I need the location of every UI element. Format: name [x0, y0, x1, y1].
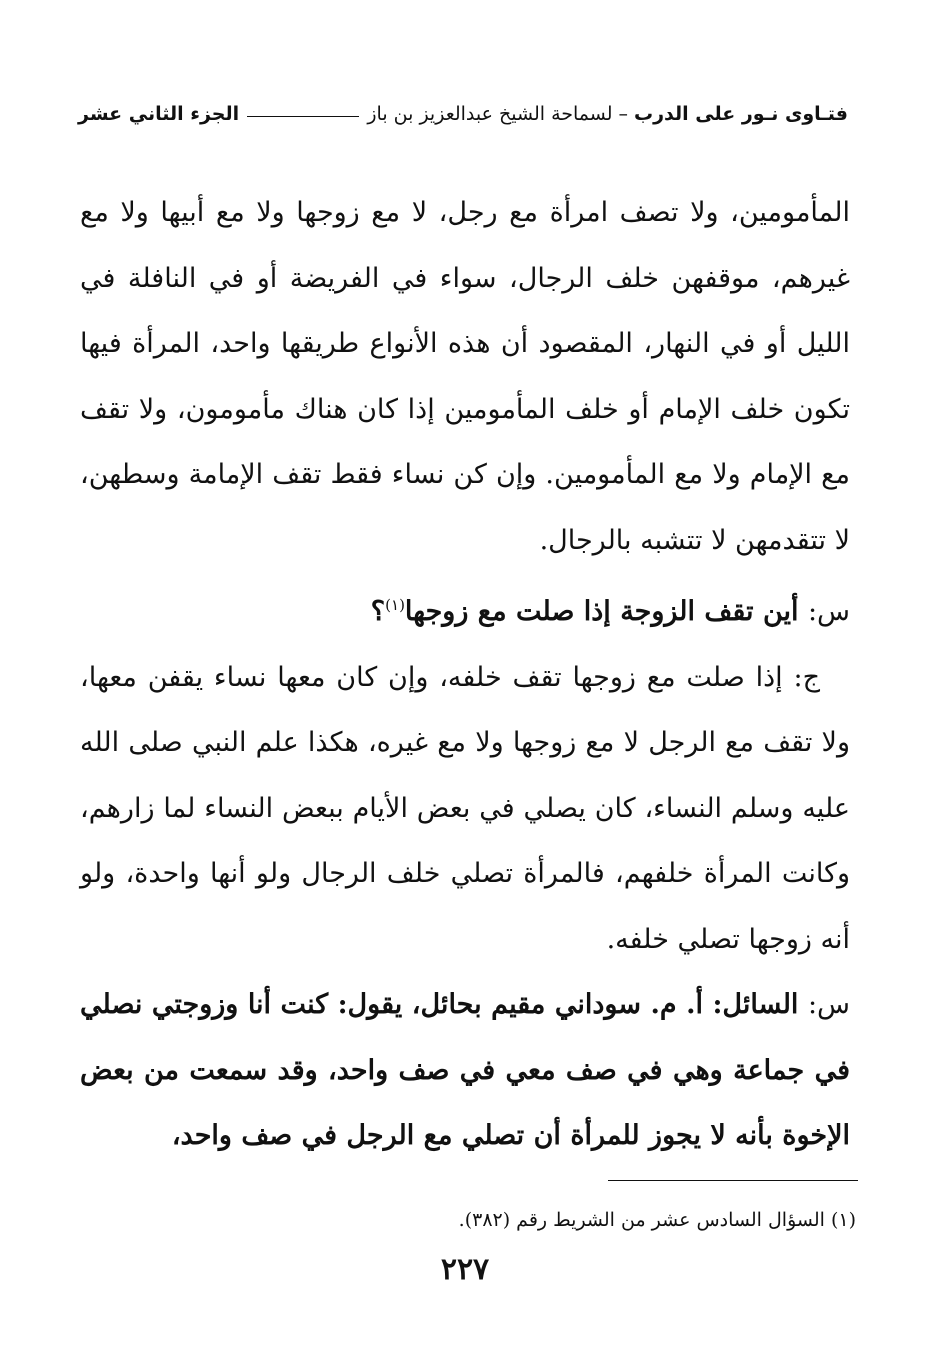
header-rule: [247, 116, 359, 117]
footnote-reference[interactable]: (١): [385, 596, 405, 614]
book-title: فتـاوى نـور على الدرب: [634, 103, 848, 125]
header-separator: –: [618, 103, 629, 125]
question-paragraph: [80, 972, 850, 1169]
question-text: أين تقف الزوجة إذا صلت مع زوجها: [404, 596, 799, 627]
volume-label: الجزء الثاني عشر: [78, 103, 240, 125]
footnote-separator: [608, 1180, 858, 1181]
answer-paragraph: ج: إذا صلت مع زوجها تقف خلفه، وإن كان معها نساء يقفن معها، ولا تقف مع الرجل لا مع زوجها ولا مع غيره، هكذا علم النبي صلى الله عليه وسلم النساء، كان يصلي في بعض الأيام ببعض النساء لما زارهم، وكانت المرأة خلفهم، فالمرأة تصلي خلف الرجال ولو أنها واحدة، ولو أنه زوجها تصلي خلفه.: [80, 661, 850, 955]
main-text: [80, 180, 850, 1169]
question-mark: ؟: [370, 596, 386, 627]
footnote: (١) السؤال السادس عشر من الشريط رقم (٣٨٢).: [458, 1209, 856, 1231]
question-text: السائل: أ. م. سوداني مقيم بحائل، يقول: كنت أنا وزوجتي نصلي في جماعة وهي في صف معي في صف واحد، وقد سمعت من بعض الإخوة بأنه لا يجوز للمرأة أن تصلي مع الرجل في صف واحد،: [80, 989, 850, 1151]
running-header: [78, 96, 848, 132]
page-number: ٢٢٧: [440, 1252, 490, 1287]
author-name: لسماحة الشيخ عبدالعزيز بن باز: [367, 103, 613, 125]
question-paragraph: [80, 573, 850, 645]
question-prefix: س:: [807, 989, 850, 1020]
answer-continuation-paragraph: المأمومين، ولا تصف امرأة مع رجل، لا مع زوجها ولا مع أبيها ولا مع غيرهم، موقفهن خلف الرجال، سواء في الفريضة أو في النافلة في الليل أو في النهار، المقصود أن هذه الأنواع طريقها واحد، المرأة فيها تكون خلف الإمام أو خلف المأمومين إذا كان هناك مأمومون، ولا تقف مع الإمام ولا مع المأمومين. وإن كن نساء فقط تقف الإمامة وسطهن، لا تتقدمهن لا تتشبه بالرجال.: [80, 197, 850, 556]
question-prefix: س:: [807, 596, 850, 627]
